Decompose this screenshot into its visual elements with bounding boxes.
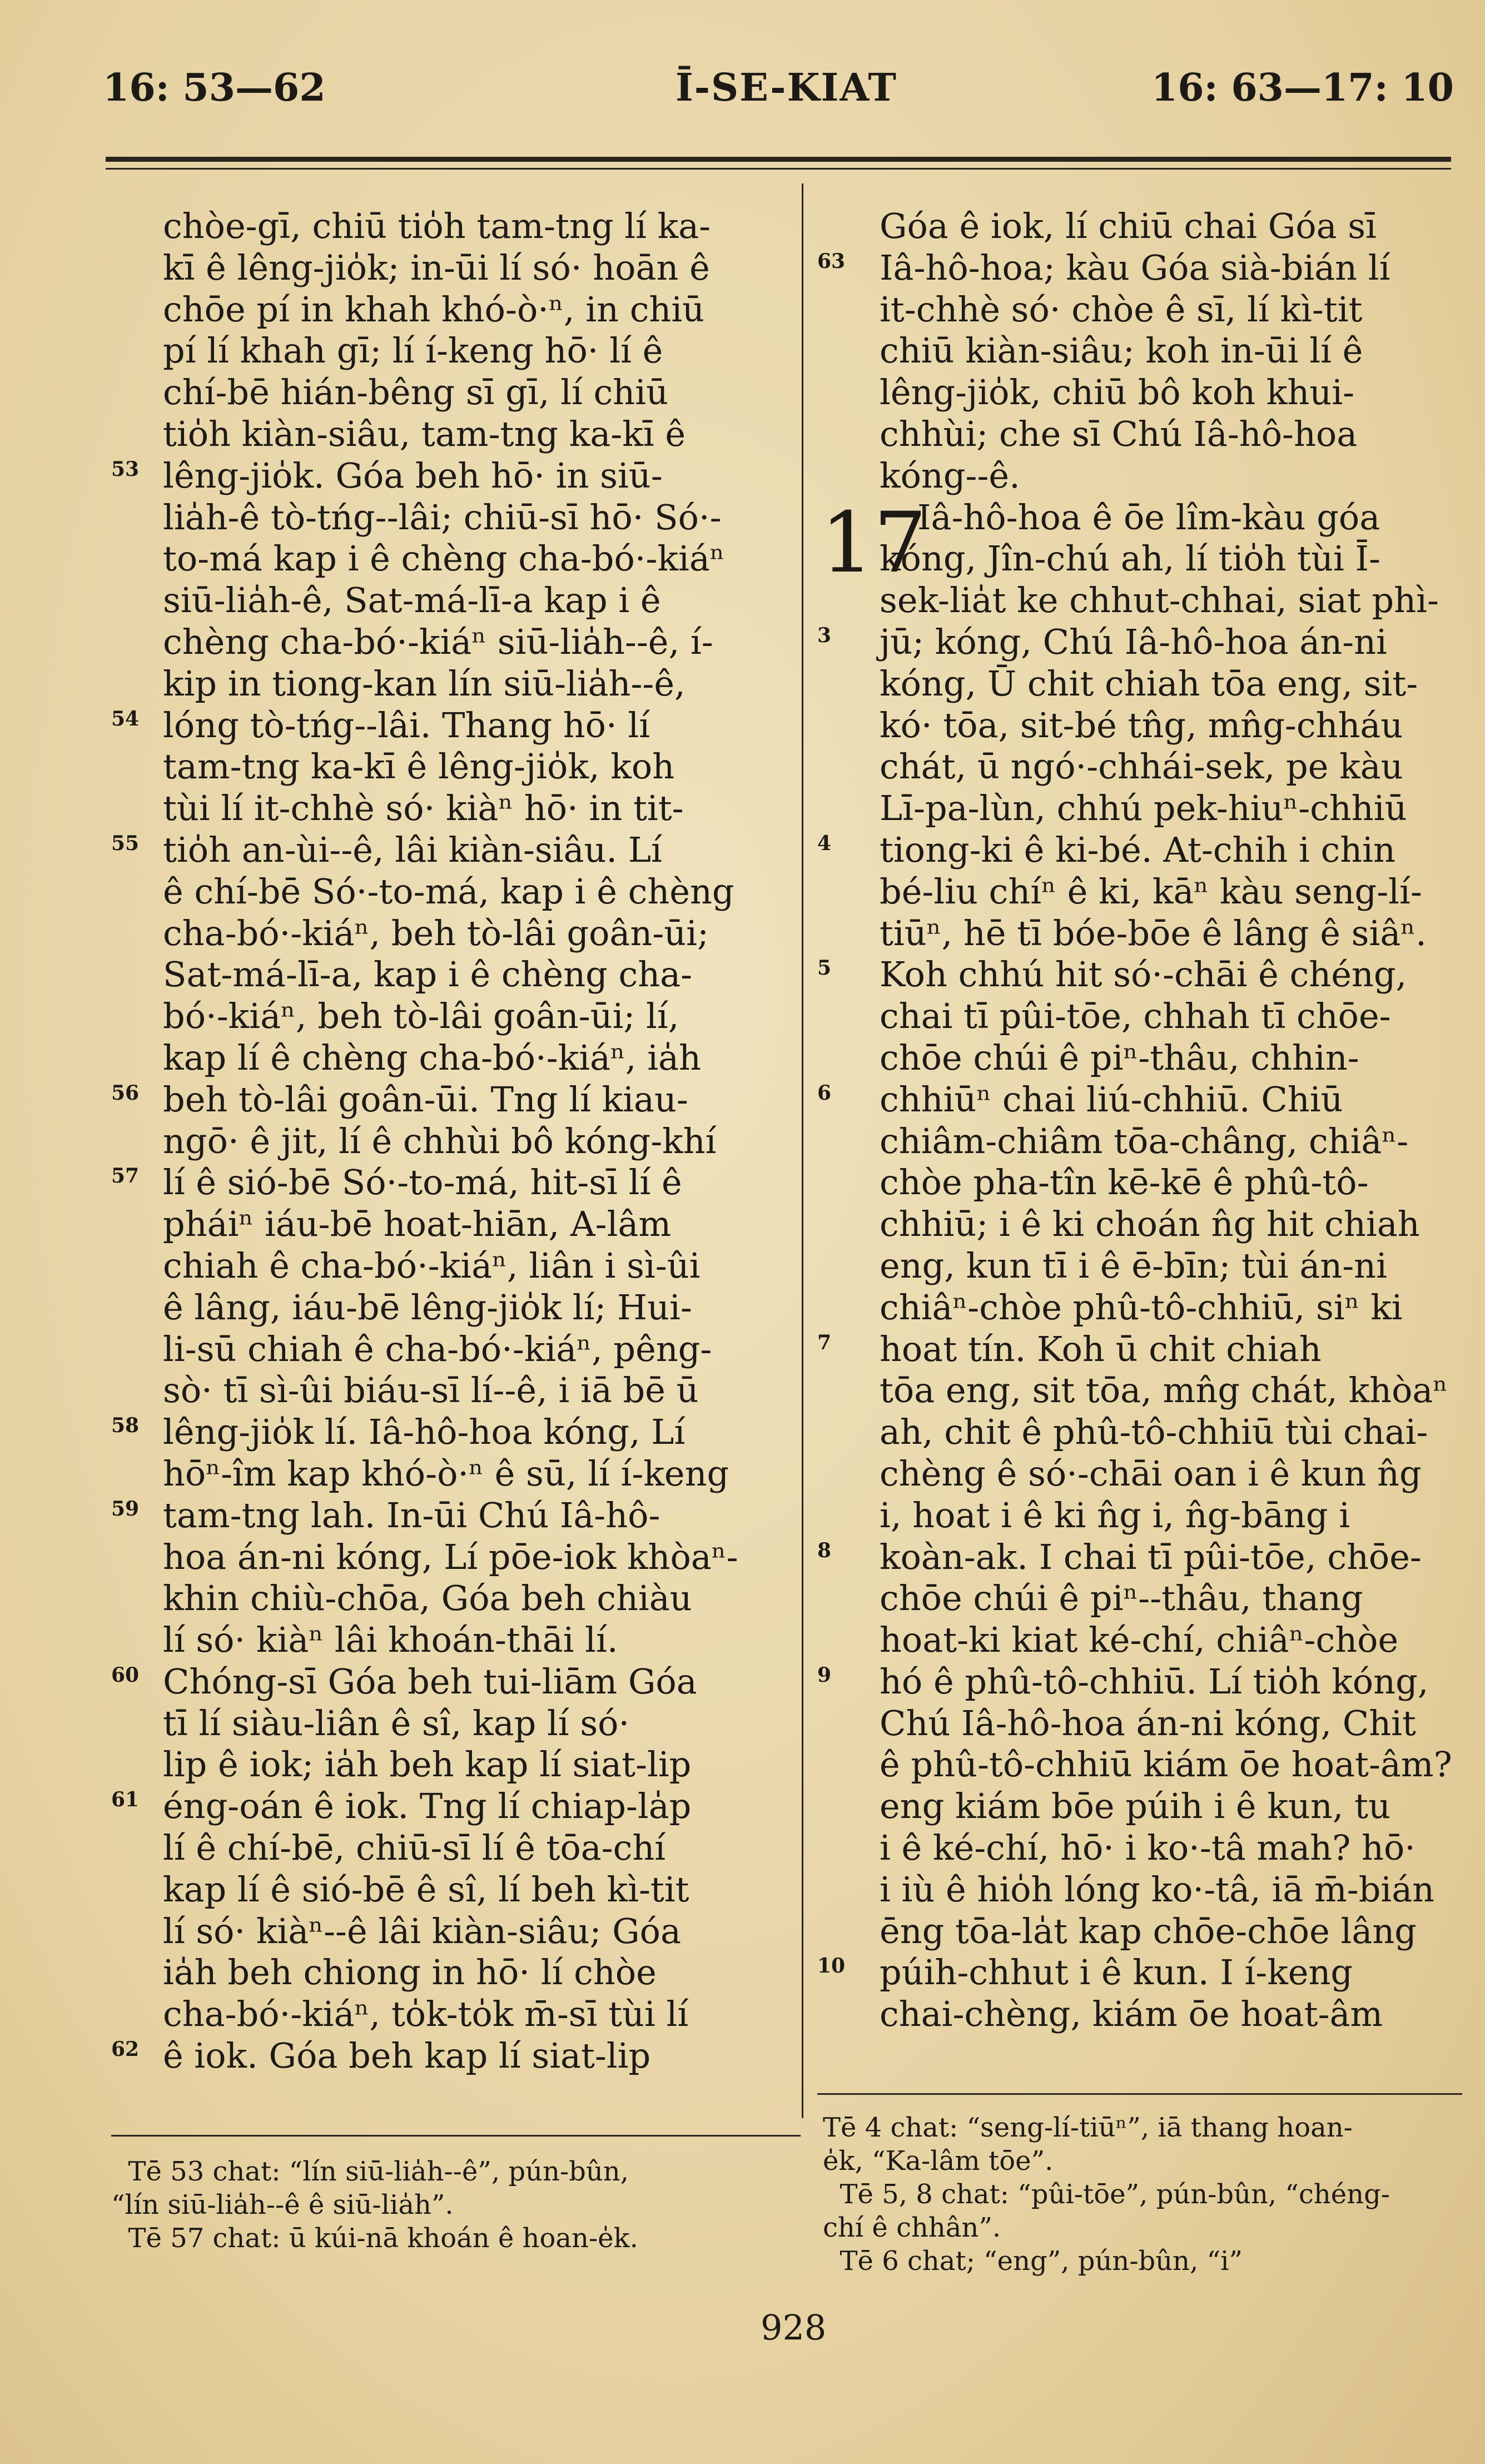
text-line xyxy=(111,996,795,1037)
verse-text: Góa ê iok, lí chiū chai Góa sī xyxy=(880,206,1377,246)
verse-text: kóng, Ū chit chiah tōa eng, sit- xyxy=(880,663,1418,704)
text-line xyxy=(817,1994,1462,2035)
verse-text: tio̍h kiàn-siâu, tam-tng ka-kī ê xyxy=(163,413,686,454)
verse-text: Chú Iâ-hô-hoa án-ni kóng, Chit xyxy=(880,1702,1416,1743)
verse-text: ê lâng, iáu-bē lêng-jio̍k lí; Hui- xyxy=(163,1286,692,1328)
verse-number: 8 xyxy=(817,1538,832,1562)
verse-text: pí lí khah gī; lí í-keng hō· lí ê xyxy=(163,330,663,371)
text-line xyxy=(817,954,1462,996)
verse-text: koàn-ak. I chai tī pûi-tōe, chōe- xyxy=(880,1536,1422,1577)
verse-text: to-má kap i ê chèng cha-bó·-kiáⁿ xyxy=(163,538,725,579)
text-line xyxy=(817,663,1462,705)
chapter-number: 17 xyxy=(821,494,927,592)
verse-text: chiâⁿ-chòe phû-tô-chhiū, siⁿ ki xyxy=(880,1286,1403,1328)
text-line xyxy=(817,871,1462,913)
text-line xyxy=(111,1744,795,1786)
verse-text: kip in tiong-kan lín siū-lia̍h--ê, xyxy=(163,663,686,704)
text-line xyxy=(111,1578,795,1620)
verse-text: kap lí ê chèng cha-bó·-kiáⁿ, ia̍h xyxy=(163,1037,701,1078)
verse-text: ngō· ê jit, lí ê chhùi bô kóng-khí xyxy=(163,1120,717,1161)
text-line xyxy=(111,1994,795,2035)
verse-text: i ê ké-chí, hō· i ko·-tâ mah? hō· xyxy=(880,1827,1416,1869)
verse-text: sò· tī sì-ûi biáu-sī lí--ê, i iā bē ū xyxy=(163,1370,699,1411)
text-line xyxy=(817,1620,1462,1661)
verse-text: ia̍h beh chiong in hō· lí chòe xyxy=(163,1952,657,1993)
verse-text: hōⁿ-îm kap khó-ò·ⁿ ê sū, lí í-keng xyxy=(163,1453,729,1494)
text-line xyxy=(111,622,795,663)
text-line xyxy=(817,1079,1462,1121)
verse-number: 58 xyxy=(111,1414,140,1438)
text-line xyxy=(817,788,1462,829)
text-line xyxy=(111,1952,795,1994)
text-line xyxy=(111,1412,795,1453)
verse-text: chhùi; che sī Chú Iâ-hô-hoa xyxy=(880,413,1358,454)
verse-text: Sat-má-lī-a, kap i ê chèng cha- xyxy=(163,954,693,995)
text-line xyxy=(817,1245,1462,1287)
text-line xyxy=(817,1578,1462,1620)
text-line xyxy=(817,996,1462,1037)
verse-text: tōa eng, sit tōa, mn̂g chát, khòaⁿ xyxy=(880,1370,1448,1411)
text-line xyxy=(817,1121,1462,1163)
text-line xyxy=(111,247,795,289)
verse-text: chiū kiàn-siâu; koh in-ūi lí ê xyxy=(880,330,1363,371)
text-line xyxy=(111,414,795,455)
verse-text: bó·-kiáⁿ, beh tò-lâi goân-ūi; lí, xyxy=(163,996,679,1037)
text-line xyxy=(111,1370,795,1412)
text-line xyxy=(817,1204,1462,1245)
verse-text: chiâm-chiâm tōa-châng, chiâⁿ- xyxy=(880,1120,1409,1161)
text-line xyxy=(817,414,1462,455)
verse-text: Iâ-hô-hoa ê ōe lîm-kàu góa xyxy=(917,496,1380,538)
text-line xyxy=(817,1827,1462,1869)
verse-number: 9 xyxy=(817,1663,832,1687)
verse-text: lóng tò-tńg--lâi. Thang hō· lí xyxy=(163,704,650,746)
text-line xyxy=(111,1245,795,1287)
verse-number: 54 xyxy=(111,707,140,731)
verse-text: sek-lia̍t ke chhut-chhai, siat phì- xyxy=(880,580,1439,621)
text-line xyxy=(817,372,1462,414)
verse-text: kap lí ê sió-bē ê sî, lí beh kì-tit xyxy=(163,1869,689,1910)
verse-number: 61 xyxy=(111,1788,140,1812)
verse-text: chòe pha-tîn kē-kē ê phû-tô- xyxy=(880,1162,1369,1203)
verse-text: eng kiám bōe púih i ê kun, tu xyxy=(880,1786,1391,1827)
verse-number: 55 xyxy=(111,831,140,855)
text-line xyxy=(111,1079,795,1121)
verse-text: jū; kóng, Chú Iâ-hô-hoa án-ni xyxy=(880,621,1387,662)
text-line xyxy=(817,206,1462,247)
verse-text: ah, chit ê phû-tô-chhiū tùi chai- xyxy=(880,1412,1428,1453)
verse-text: tī lí siàu-liân ê sî, kap lí só· xyxy=(163,1702,630,1743)
verse-text: chōe pí in khah khó-ò·ⁿ, in chiū xyxy=(163,289,705,330)
verse-text: tam-tng ka-kī ê lêng-jio̍k, koh xyxy=(163,746,675,787)
text-line xyxy=(111,1620,795,1661)
footnote-rule-left xyxy=(111,2135,801,2137)
text-line xyxy=(817,1287,1462,1329)
text-line xyxy=(817,1952,1462,1994)
running-header xyxy=(103,66,1454,121)
verse-text: hoat tín. Koh ū chit chiah xyxy=(880,1328,1322,1369)
verse-number: 7 xyxy=(817,1330,832,1354)
text-line xyxy=(111,1827,795,1869)
column-divider xyxy=(802,183,803,2118)
header-left-reference: 16: 53—62 xyxy=(103,66,326,110)
verse-number: 4 xyxy=(817,831,832,855)
footnotes-right xyxy=(823,2111,1462,2278)
verse-text: chiah ê cha-bó·-kiáⁿ, liân i sì-ûi xyxy=(163,1245,701,1286)
footnote-line: Tē 53 chat: “lín siū-lia̍h--ê”, pún-bûn, xyxy=(111,2156,629,2187)
verse-number: 10 xyxy=(817,1954,846,1978)
left-text-column xyxy=(111,206,795,2077)
verse-number: 5 xyxy=(817,956,832,980)
text-line xyxy=(817,1412,1462,1453)
verse-text: kó· tōa, sit-bé tn̂g, mn̂g-chháu xyxy=(880,704,1403,746)
header-rule-thin xyxy=(106,168,1451,170)
text-line xyxy=(111,1037,795,1079)
verse-text: Iâ-hô-hoa; kàu Góa sià-bián lí xyxy=(880,247,1390,288)
verse-number: 6 xyxy=(817,1081,832,1105)
text-line xyxy=(111,206,795,247)
verse-text: chí-bē hián-bêng sī gī, lí chiū xyxy=(163,372,668,413)
text-line xyxy=(111,788,795,829)
text-line xyxy=(111,372,795,414)
verse-text: lêng-jio̍k lí. Iâ-hô-hoa kóng, Lí xyxy=(163,1412,686,1453)
text-line xyxy=(817,247,1462,289)
verse-text: kóng, Jîn-chú ah, lí tio̍h tùi Ī- xyxy=(880,538,1380,579)
verse-text: hó ê phû-tô-chhiū. Lí tio̍h kóng, xyxy=(880,1661,1429,1702)
text-line xyxy=(817,580,1462,622)
verse-text: chèng ê só·-chāi oan i ê kun n̂g xyxy=(880,1453,1422,1494)
text-line xyxy=(817,1869,1462,1911)
text-line xyxy=(111,1121,795,1163)
text-line xyxy=(111,1329,795,1370)
text-line xyxy=(817,1703,1462,1745)
verse-text: i, hoat i ê ki n̂g i, n̂g-bāng i xyxy=(880,1494,1350,1536)
verse-text: lip ê iok; ia̍h beh kap lí siat-lip xyxy=(163,1744,692,1785)
text-line xyxy=(111,455,795,497)
verse-number: 63 xyxy=(817,249,846,273)
text-line xyxy=(111,289,795,331)
verse-text: lia̍h-ê tò-tńg--lâi; chiū-sī hō· Só·- xyxy=(163,496,722,538)
verse-text: lí ê sió-bē Só·-to-má, hit-sī lí ê xyxy=(163,1162,682,1203)
verse-text: khin chiù-chōa, Góa beh chiàu xyxy=(163,1578,692,1619)
text-line xyxy=(111,1869,795,1911)
footnote-line: Tē 5, 8 chat: “pûi-tōe”, pún-bûn, “chéng- xyxy=(823,2179,1390,2210)
verse-text: chòe-gī, chiū tio̍h tam-tng lí ka- xyxy=(163,206,711,246)
verse-text: Chóng-sī Góa beh tui-liām Góa xyxy=(163,1661,697,1702)
verse-text: púih-chhut i ê kun. I í-keng xyxy=(880,1952,1353,1993)
footnote-line: chí ê chhân”. xyxy=(823,2212,1001,2243)
verse-text: i iù ê hio̍h lóng ko·-tâ, iā m̄-bián xyxy=(880,1869,1435,1910)
verse-text: chai tī pûi-tōe, chhah tī chōe- xyxy=(880,996,1391,1037)
verse-number: 56 xyxy=(111,1081,140,1105)
verse-text: beh tò-lâi goân-ūi. Tng lí kiau- xyxy=(163,1079,688,1120)
verse-text: tùi lí it-chhè só· kiàⁿ hō· in tit- xyxy=(163,788,684,829)
text-line xyxy=(817,1537,1462,1578)
text-line xyxy=(111,913,795,955)
verse-number: 53 xyxy=(111,457,140,481)
text-line xyxy=(817,289,1462,331)
verse-number: 57 xyxy=(111,1164,140,1188)
text-line xyxy=(817,913,1462,955)
text-line xyxy=(817,746,1462,788)
verse-text: ê chí-bē Só·-to-má, kap i ê chèng xyxy=(163,871,734,912)
text-line xyxy=(111,871,795,913)
verse-text: hoat-ki kiat ké-chí, chiâⁿ-chòe xyxy=(880,1620,1399,1661)
verse-text: tam-tng lah. In-ūi Chú Iâ-hô- xyxy=(163,1494,660,1536)
footnote-rule-right xyxy=(817,2093,1462,2095)
text-line xyxy=(817,1744,1462,1786)
book-title: Ī-SE-KIAT xyxy=(676,66,898,110)
text-line xyxy=(817,829,1462,871)
verse-text: chōe chúi ê piⁿ-thâu, chhin- xyxy=(880,1037,1359,1078)
text-line xyxy=(111,1537,795,1578)
verse-text: lêng-jio̍k. Góa beh hō· in siū- xyxy=(163,455,663,496)
footnote-line: Tē 4 chat: “seng-lí-tiūⁿ”, iā thang hoan- xyxy=(823,2112,1353,2143)
text-line xyxy=(111,580,795,622)
footnote-line: Tē 57 chat: ū kúi-nā khoán ê hoan-e̍k. xyxy=(111,2223,638,2254)
text-line xyxy=(111,538,795,580)
text-line xyxy=(111,330,795,372)
verse-text: éng-oán ê iok. Tng lí chiap-la̍p xyxy=(163,1786,692,1827)
text-line xyxy=(111,1162,795,1204)
verse-text: tiūⁿ, hē tī bóe-bōe ê lâng ê siâⁿ. xyxy=(880,912,1427,953)
text-line xyxy=(111,497,795,539)
footnotes-left xyxy=(111,2155,806,2255)
verse-number: 3 xyxy=(817,623,832,647)
verse-text: li-sū chiah ê cha-bó·-kiáⁿ, pêng- xyxy=(163,1328,712,1369)
text-line xyxy=(817,1370,1462,1412)
verse-text: Koh chhú hit só·-chāi ê chéng, xyxy=(880,954,1407,995)
verse-text: siū-lia̍h-ê, Sat-má-lī-a kap i ê xyxy=(163,580,661,621)
verse-text: chhiūⁿ chai liú-chhiū. Chiū xyxy=(880,1079,1343,1120)
text-line xyxy=(111,663,795,705)
text-line xyxy=(111,1495,795,1537)
verse-text: Lī-pa-lùn, chhú pek-hiuⁿ-chhiū xyxy=(880,788,1407,829)
text-line xyxy=(111,1703,795,1745)
verse-text: chhiū; i ê ki choán n̂g hit chiah xyxy=(880,1204,1420,1245)
text-line xyxy=(817,1495,1462,1537)
text-line xyxy=(111,705,795,747)
verse-text: chèng cha-bó·-kiáⁿ siū-lia̍h--ê, í- xyxy=(163,621,713,662)
page-number: 928 xyxy=(761,2307,827,2348)
text-line xyxy=(111,1287,795,1329)
verse-text: lêng-jio̍k, chiū bô koh khui- xyxy=(880,372,1355,413)
text-line xyxy=(817,538,1462,580)
text-line xyxy=(111,1786,795,1827)
footnote-line: Tē 6 chat; “eng”, pún-bûn, “i” xyxy=(823,2246,1243,2277)
footnote-line: e̍k, “Ka-lâm tōe”. xyxy=(823,2145,1054,2177)
verse-number: 60 xyxy=(111,1663,140,1687)
text-line xyxy=(817,1453,1462,1495)
verse-text: pháiⁿ iáu-bē hoat-hiān, A-lâm xyxy=(163,1204,672,1245)
verse-text: it-chhè só· chòe ê sī, lí kì-tit xyxy=(880,289,1363,330)
verse-number: 62 xyxy=(111,2038,140,2061)
text-line xyxy=(111,829,795,871)
text-line xyxy=(817,455,1462,497)
text-line xyxy=(817,330,1462,372)
verse-text: chát, ū ngó·-chhái-sek, pe kàu xyxy=(880,746,1403,787)
footnote-line: “lín siū-lia̍h--ê ê siū-lia̍h”. xyxy=(111,2189,454,2220)
verse-text: ê phû-tô-chhiū kiám ōe hoat-âm? xyxy=(880,1744,1452,1785)
verse-text: lí ê chí-bē, chiū-sī lí ê tōa-chí xyxy=(163,1827,666,1869)
header-right-reference: 16: 63—17: 10 xyxy=(1151,66,1454,110)
text-line xyxy=(817,1162,1462,1204)
text-line xyxy=(111,1453,795,1495)
verse-text: bé-liu chíⁿ ê ki, kāⁿ kàu seng-lí- xyxy=(880,871,1422,912)
verse-text: chōe chúi ê piⁿ--thâu, thang xyxy=(880,1578,1363,1619)
verse-text: lí só· kiàⁿ lâi khoán-thāi lí. xyxy=(163,1620,618,1661)
text-line xyxy=(111,2035,795,2077)
verse-text: ê iok. Góa beh kap lí siat-lip xyxy=(163,2035,651,2076)
text-line xyxy=(817,1329,1462,1370)
verse-text: cha-bó·-kiáⁿ, beh tò-lâi goân-ūi; xyxy=(163,912,709,953)
verse-text: kóng--ê. xyxy=(880,455,1020,496)
text-line xyxy=(111,1661,795,1703)
verse-number: 59 xyxy=(111,1497,140,1521)
text-line xyxy=(817,1661,1462,1703)
text-line xyxy=(111,746,795,788)
verse-text: chai-chèng, kiám ōe hoat-âm xyxy=(880,1994,1383,2035)
text-line xyxy=(817,1037,1462,1079)
verse-text: kī ê lêng-jio̍k; in-ūi lí só· hoān ê xyxy=(163,247,710,288)
verse-text: lí só· kiàⁿ--ê lâi kiàn-siâu; Góa xyxy=(163,1910,681,1951)
text-line xyxy=(111,1204,795,1245)
verse-text: cha-bó·-kiáⁿ, to̍k-to̍k m̄-sī tùi lí xyxy=(163,1994,689,2035)
verse-text: eng, kun tī i ê ē-bīn; tùi án-ni xyxy=(880,1245,1387,1286)
verse-text: tio̍h an-ùi--ê, lâi kiàn-siâu. Lí xyxy=(163,829,662,870)
text-line xyxy=(111,1911,795,1953)
text-line xyxy=(817,705,1462,747)
right-text-column xyxy=(817,206,1462,2035)
text-line xyxy=(817,622,1462,663)
text-line xyxy=(111,954,795,996)
verse-text: hoa án-ni kóng, Lí pōe-iok khòaⁿ- xyxy=(163,1536,738,1577)
text-line xyxy=(817,1911,1462,1953)
header-rule-thick xyxy=(106,157,1451,162)
verse-text: ēng tōa-la̍t kap chōe-chōe lâng xyxy=(880,1910,1417,1951)
verse-text: tiong-ki ê ki-bé. At-chih i chin xyxy=(880,829,1395,870)
text-line xyxy=(817,1786,1462,1827)
